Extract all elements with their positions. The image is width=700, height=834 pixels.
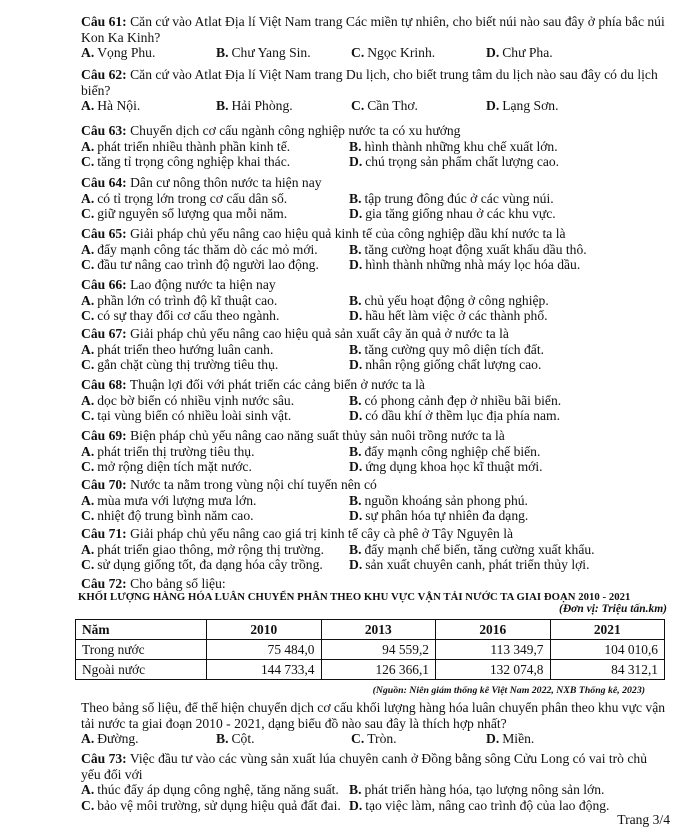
question-71: [81, 526, 670, 573]
option-a: A. phần lớn có trình độ kĩ thuật cao.: [81, 292, 278, 308]
question-62: [81, 67, 670, 114]
option-b: B. Cột.: [216, 731, 255, 746]
cell-value: 132 074,8: [436, 660, 551, 680]
question-text: Giải pháp chủ yếu nâng cao hiệu quả sản xuất cây ăn quả ở nước ta là: [130, 326, 509, 341]
question-label: Câu 63:: [81, 123, 127, 138]
question-66: [81, 277, 670, 324]
option-c: C. đầu tư nâng cao trình độ người lao động.: [81, 257, 319, 272]
option-a: A. phát triển theo hướng luân canh.: [81, 341, 274, 357]
option-b: B. tăng cường quy mô diện tích đất.: [349, 341, 545, 357]
option-a: A. Đường.: [81, 731, 139, 746]
option-b: B. đẩy mạnh công nghiệp chế biến.: [349, 443, 541, 459]
question-label: Câu 66:: [81, 277, 127, 292]
header-2016: 2016: [436, 620, 551, 640]
cell-value: 113 349,7: [436, 640, 551, 660]
table-header-row: [76, 620, 665, 640]
option-b: B. tập trung đông đúc ở các vùng núi.: [349, 190, 554, 206]
option-b: B. Chư Yang Sin.: [216, 45, 311, 60]
question-68: [81, 377, 670, 424]
option-a: A. phát triển nhiều thành phần kinh tế.: [81, 138, 291, 154]
table-unit: (Đơn vị: Triệu tấn.km): [559, 603, 667, 615]
option-d: D. Miền.: [486, 731, 535, 746]
question-label: Câu 67:: [81, 326, 127, 341]
question-label: Câu 73:: [81, 751, 127, 766]
option-a: A. mùa mưa với lượng mưa lớn.: [81, 492, 257, 508]
question-67: [81, 326, 670, 373]
data-table: [75, 619, 665, 680]
option-d: D. hình thành những nhà máy lọc hóa dầu.: [349, 257, 581, 272]
option-d: D. nhân rộng giống chất lượng cao.: [349, 357, 542, 372]
table-source: (Nguồn: Niên giám thống kê Việt Nam 2022, NXB Thống kê, 2023): [372, 685, 645, 696]
option-c: C. Tròn.: [351, 731, 397, 746]
question-61: [81, 14, 670, 61]
question-text: Chuyển dịch cơ cấu ngành công nghiệp nước ta có xu hướng: [130, 123, 461, 138]
cell-value: 84 312,1: [550, 660, 665, 680]
question-64: [81, 175, 670, 222]
cell-value: 104 010,6: [550, 640, 665, 660]
option-a: A. phát triển thị trường tiêu thụ.: [81, 443, 255, 459]
question-intro: Cho bảng số liệu:: [130, 576, 226, 591]
option-d: D. ứng dụng khoa học kĩ thuật mới.: [349, 459, 543, 474]
option-b: B. chủ yếu hoạt động ở công nghiệp.: [349, 292, 549, 308]
option-b: B. phát triển hàng hóa, tạo lượng nông sản lớn.: [349, 782, 605, 797]
question-text: Biện pháp chủ yếu nâng cao năng suất thủy sản nuôi trồng nước ta là: [130, 428, 505, 443]
option-c: C. bảo vệ môi trường, sử dụng hiệu quả đất đai.: [81, 797, 341, 813]
question-label: Câu 71:: [81, 526, 127, 541]
option-b: B. đẩy mạnh chế biến, tăng cường xuất khẩu.: [349, 541, 595, 557]
question-text: Theo bảng số liệu, để thể hiện chuyển dịch cơ cấu khối lượng hàng hóa luân chuyển phân theo khu vực vận tải nước ta giai đoạn 2010 - 2021, dạng biểu đồ nào sau đây là thích hợp nhất?: [81, 700, 666, 731]
question-69: [81, 428, 670, 475]
option-c: C. sử dụng giống tốt, đa dạng hóa cây trồng.: [81, 557, 323, 572]
option-c: C. gắn chặt cùng thị trường tiêu thụ.: [81, 357, 279, 372]
header-2021: 2021: [550, 620, 665, 640]
table-row: [76, 640, 665, 660]
question-label: Câu 70:: [81, 477, 127, 492]
option-c: C. Cần Thơ.: [351, 98, 418, 113]
question-text: Giải pháp chủ yếu nâng cao giá trị kinh tế cây cà phê ở Tây Nguyên là: [130, 526, 514, 541]
option-b: B. có phong cảnh đẹp ở nhiều bãi biển.: [349, 392, 562, 408]
header-2013: 2013: [321, 620, 436, 640]
table-title: KHỐI LƯỢNG HÀNG HÓA LUÂN CHUYỂN PHÂN THEO KHU VỰC VẬN TẢI NƯỚC TA GIAI ĐOẠN 2010 - 2021: [78, 591, 631, 603]
option-b: B. nguồn khoáng sản phong phú.: [349, 492, 528, 508]
cell-value: 126 366,1: [321, 660, 436, 680]
option-d: D. Lạng Sơn.: [486, 98, 559, 113]
question-label: Câu 61:: [81, 14, 127, 29]
header-year: Năm: [76, 620, 207, 640]
question-72-body: [81, 700, 670, 747]
question-72: [81, 576, 670, 592]
cell-value: 75 484,0: [207, 640, 322, 660]
option-c: C. nhiệt độ trung bình năm cao.: [81, 508, 254, 523]
option-d: D. hầu hết làm việc ở các thành phố.: [349, 308, 548, 323]
option-d: D. Chư Pha.: [486, 45, 553, 60]
question-text: Căn cứ vào Atlat Địa lí Việt Nam trang Các miền tự nhiên, cho biết núi nào sau đây ở phía bắc núi Kon Ka Kinh?: [81, 14, 665, 45]
question-text: Nước ta nằm trong vùng nội chí tuyến nên có: [130, 477, 377, 492]
question-label: Câu 65:: [81, 226, 127, 241]
option-c: C. Ngọc Krinh.: [351, 45, 436, 60]
option-d: D. có dầu khí ở thềm lục địa phía nam.: [349, 408, 561, 423]
option-c: C. tại vùng biển có nhiều loài sinh vật.: [81, 408, 292, 423]
option-d: D. sự phân hóa tự nhiên đa dạng.: [349, 508, 529, 523]
question-text: Lao động nước ta hiện nay: [130, 277, 276, 292]
option-c: C. tăng tỉ trọng công nghiệp khai thác.: [81, 154, 291, 169]
question-text: Căn cứ vào Atlat Địa lí Việt Nam trang Du lịch, cho biết trung tâm du lịch nào sau đây có du lịch biển?: [81, 67, 658, 98]
question-63: [81, 123, 670, 170]
question-65: [81, 226, 670, 273]
option-c: C. mở rộng diện tích mặt nước.: [81, 459, 252, 474]
cell-value: 94 559,2: [321, 640, 436, 660]
option-d: D. gia tăng giống nhau ở các khu vực.: [349, 206, 556, 221]
question-label: Câu 64:: [81, 175, 127, 190]
question-70: [81, 477, 670, 524]
question-text: Thuận lợi đối với phát triển các cảng biển ở nước ta là: [129, 377, 425, 392]
row-label: Ngoài nước: [76, 660, 207, 680]
cell-value: 144 733,4: [207, 660, 322, 680]
option-d: D. tạo việc làm, nâng cao trình độ của lao động.: [349, 797, 610, 813]
option-d: D. sản xuất chuyên canh, phát triển thủy lợi.: [349, 557, 590, 572]
page-number: Trang 3/4: [617, 812, 670, 827]
option-a: A. Hà Nội.: [81, 98, 141, 113]
option-a: A. dọc bờ biển có nhiều vịnh nước sâu.: [81, 392, 295, 408]
question-73: [81, 751, 670, 813]
option-a: A. thúc đẩy áp dụng công nghệ, tăng năng suất.: [81, 782, 339, 797]
option-d: D. chú trọng sản phẩm chất lượng cao.: [349, 154, 560, 169]
option-b: B. hình thành những khu chế xuất lớn.: [349, 138, 558, 154]
option-a: A. đẩy mạnh công tác thăm dò các mỏ mới.: [81, 241, 318, 257]
option-b: B. tăng cường hoạt động xuất khẩu dầu thô.: [349, 241, 587, 257]
question-text: Việc đầu tư vào các vùng sản xuất lúa chuyên canh ở Đồng bằng sông Cửu Long có vai trò chủ yếu đối với: [81, 751, 647, 782]
option-a: A. phát triển giao thông, mở rộng thị trường.: [81, 541, 324, 557]
option-c: C. có sự thay đổi cơ cấu theo ngành.: [81, 308, 280, 323]
question-text: Giải pháp chủ yếu nâng cao hiệu quả kinh tế của công nghiệp dầu khí nước ta là: [130, 226, 566, 241]
question-label: Câu 72:: [81, 576, 127, 591]
question-text: Dân cư nông thôn nước ta hiện nay: [130, 175, 322, 190]
question-label: Câu 69:: [81, 428, 127, 443]
table-row: [76, 660, 665, 680]
option-b: B. Hải Phòng.: [216, 98, 293, 113]
header-2010: 2010: [207, 620, 322, 640]
question-label: Câu 68:: [81, 377, 127, 392]
row-label: Trong nước: [76, 640, 207, 660]
option-a: A. có tỉ trọng lớn trong cơ cấu dân số.: [81, 190, 288, 206]
option-c: C. giữ nguyên số lượng qua mỗi năm.: [81, 206, 288, 221]
option-a: A. Vọng Phu.: [81, 45, 156, 60]
question-label: Câu 62:: [81, 67, 127, 82]
